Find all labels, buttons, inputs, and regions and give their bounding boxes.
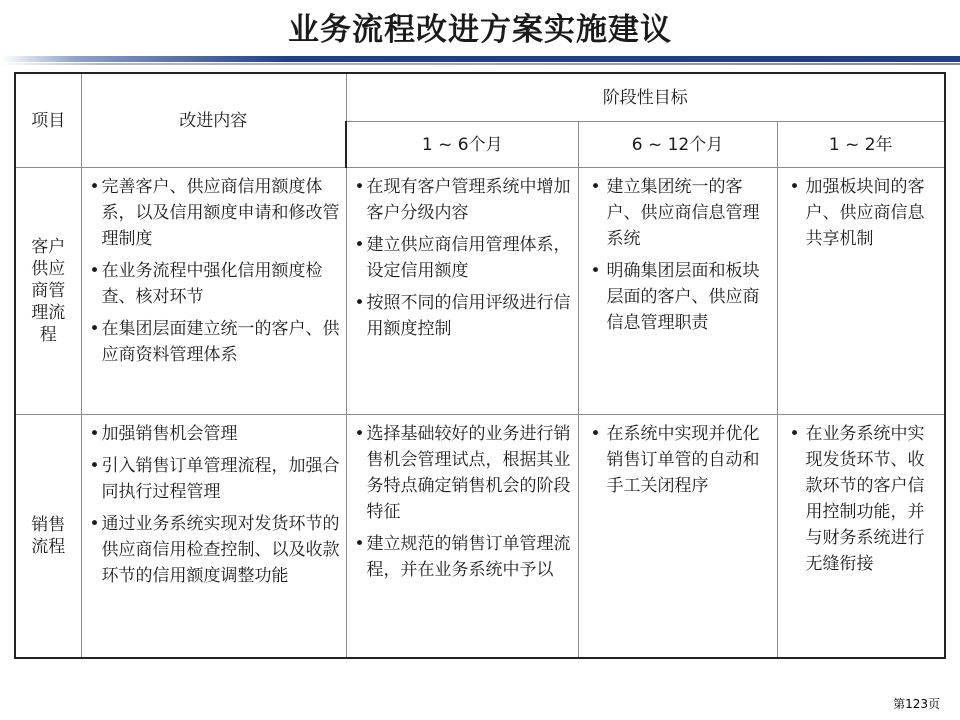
list-item: • 建立集团统一的客户、供应商信息管理系统 — [585, 174, 771, 252]
list-item: • 通过业务系统实现对发货环节的供应商信用检查控制、以及收款环节的信用额度调整功能 — [88, 511, 340, 589]
list-item: • 明确集团层面和板块层面的客户、供应商信息管理职责 — [585, 258, 771, 336]
list-item: • 选择基础较好的业务进行销售机会管理试点，根据其业务特点确定销售机会的阶段特征 — [353, 421, 572, 525]
header-content: 改进内容 — [81, 73, 346, 168]
title-underline-gray — [0, 63, 960, 65]
header-item: 项目 — [15, 73, 81, 168]
row-label-text: 销售流程 — [31, 515, 66, 557]
header-period-3: 1 ~ 2年 — [777, 122, 945, 168]
period-3-cell — [777, 415, 945, 659]
header-stage-goal: 阶段性目标 — [346, 73, 945, 122]
header-period-2: 6 ~ 12个月 — [578, 122, 777, 168]
list-item: • 在业务系统中实现发货环节、收款环节的客户信用控制功能，并与财务系统进行无缝衔接 — [784, 421, 939, 577]
list-item: • 在业务流程中强化信用额度检查、核对环节 — [88, 258, 340, 310]
list-item: • 按照不同的信用评级进行信用额度控制 — [353, 290, 572, 342]
period-1-cell — [346, 168, 578, 415]
page-title: 业务流程改进方案实施建议 — [288, 12, 672, 48]
improvement-plan-table — [14, 72, 946, 659]
list-item: • 在现有客户管理系统中增加客户分级内容 — [353, 174, 572, 226]
list-item: • 完善客户、供应商信用额度体系，以及信用额度申请和修改管理制度 — [88, 174, 340, 252]
table-row — [15, 168, 945, 415]
period-2-cell — [578, 168, 777, 415]
list-item: • 加强销售机会管理 — [88, 421, 340, 447]
content-cell — [81, 168, 346, 415]
list-item: • 建立供应商信用管理体系，设定信用额度 — [353, 232, 572, 284]
list-item: • 引入销售订单管理流程，加强合同执行过程管理 — [88, 453, 340, 505]
period-2-cell — [578, 415, 777, 659]
table-row — [15, 415, 945, 659]
list-item: • 在集团层面建立统一的客户、供应商资料管理体系 — [88, 316, 340, 368]
row-label — [15, 168, 81, 415]
period-1-cell — [346, 415, 578, 659]
period-3-cell — [777, 168, 945, 415]
page-number: 第123页 — [893, 697, 940, 711]
row-label — [15, 415, 81, 659]
header-period-1: 1 ~ 6个月 — [346, 122, 578, 168]
content-cell — [81, 415, 346, 659]
list-item: • 加强板块间的客户、供应商信息共享机制 — [784, 174, 939, 252]
title-underline-blue — [0, 56, 960, 62]
list-item: • 建立规范的销售订单管理流程，并在业务系统中予以 — [353, 531, 572, 583]
list-item: • 在系统中实现并优化销售订单管的自动和手工关闭程序 — [585, 421, 771, 499]
row-label-text: 客户供应商管理流程 — [31, 237, 66, 345]
